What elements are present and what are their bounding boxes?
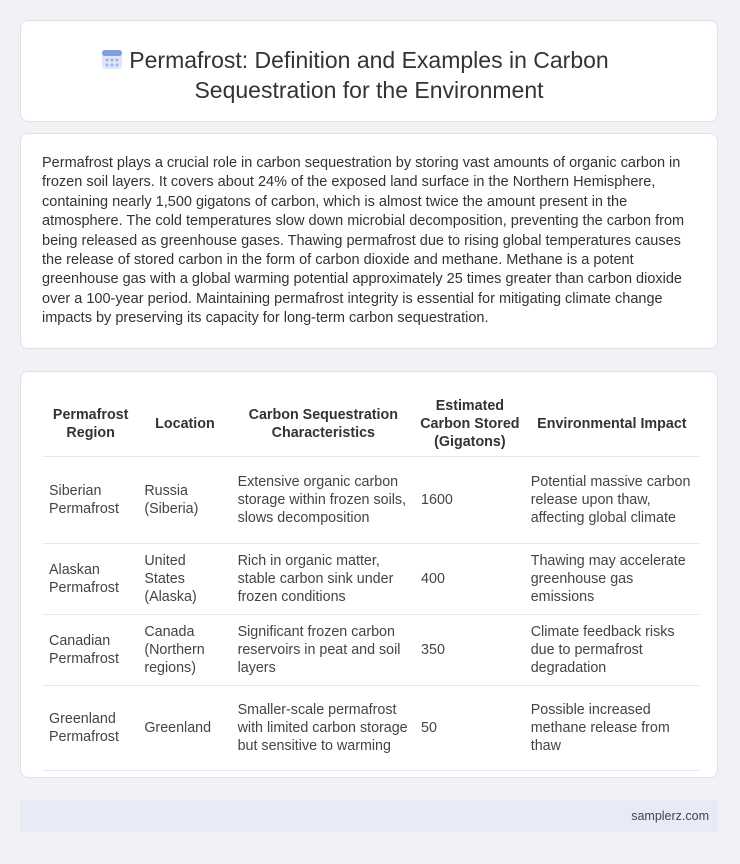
cell-region: Siberian Permafrost <box>43 457 138 544</box>
cell-impact: Possible increased methane release from thaw <box>525 686 699 771</box>
cell-impact: Potential massive carbon release upon thaw, affecting global climate <box>525 457 699 544</box>
table-row <box>43 457 699 544</box>
header-card <box>20 20 718 122</box>
cell-carbon-stored: 400 <box>415 544 525 615</box>
header-carbon-stored: Estimated Carbon Stored (Gigatons) <box>415 392 525 457</box>
cell-region: Alaskan Permafrost <box>43 544 138 615</box>
cell-characteristics: Smaller-scale permafrost with limited carbon storage but sensitive to warming <box>232 686 415 771</box>
cell-carbon-stored: 350 <box>415 615 525 686</box>
cell-carbon-stored: 50 <box>415 686 525 771</box>
table-row <box>43 686 699 771</box>
cell-characteristics: Extensive organic carbon storage within frozen soils, slows decomposition <box>232 457 415 544</box>
cell-location: Greenland <box>138 686 231 771</box>
table-header-row <box>43 392 699 457</box>
cell-impact: Thawing may accelerate greenhouse gas emissions <box>525 544 699 615</box>
intro-card <box>20 133 718 349</box>
table-row <box>43 615 699 686</box>
permafrost-table <box>43 392 699 771</box>
cell-carbon-stored: 1600 <box>415 457 525 544</box>
cell-location: Russia (Siberia) <box>138 457 231 544</box>
intro-paragraph: Permafrost plays a crucial role in carbon sequestration by storing vast amounts of organic carbon in frozen soil layers. It covers about 24% of the exposed land surface in the Northern Hemisphere, containing nearly 1,500 gigatons of carbon, which is almost twice the amount present in the atmosphere. The cold temperatures slow down microbial decomposition, preventing the carbon from being released as greenhouse gases. Thawing permafrost due to rising global temperatures causes the release of stored carbon in the form of carbon dioxide and methane. Methane is a potent greenhouse gas with a global warming potential approximately 25 times greater than carbon dioxide over a 100-year period. Maintaining permafrost integrity is essential for mitigating climate change impacts by preserving its capacity for long-term carbon sequestration. <box>42 155 685 327</box>
cell-impact: Climate feedback risks due to permafrost degradation <box>525 615 699 686</box>
table-row <box>43 544 699 615</box>
footer-bar <box>20 800 718 832</box>
cell-location: Canada (Northern regions) <box>138 615 231 686</box>
header-region: Permafrost Region <box>43 392 138 457</box>
cell-location: United States (Alaska) <box>138 544 231 615</box>
cell-region: Canadian Permafrost <box>43 615 138 686</box>
cell-characteristics: Rich in organic matter, stable carbon sink under frozen conditions <box>232 544 415 615</box>
header-characteristics: Carbon Sequestration Characteristics <box>232 392 415 457</box>
header-impact: Environmental Impact <box>525 392 699 457</box>
cell-characteristics: Significant frozen carbon reservoirs in peat and soil layers <box>232 615 415 686</box>
table-card <box>20 371 718 778</box>
footer-site-link[interactable]: samplerz.com <box>631 809 709 823</box>
cell-region: Greenland Permafrost <box>43 686 138 771</box>
page-title: Permafrost: Definition and Examples in Carbon Sequestration for the Environment <box>129 47 609 103</box>
header-location: Location <box>138 392 231 457</box>
